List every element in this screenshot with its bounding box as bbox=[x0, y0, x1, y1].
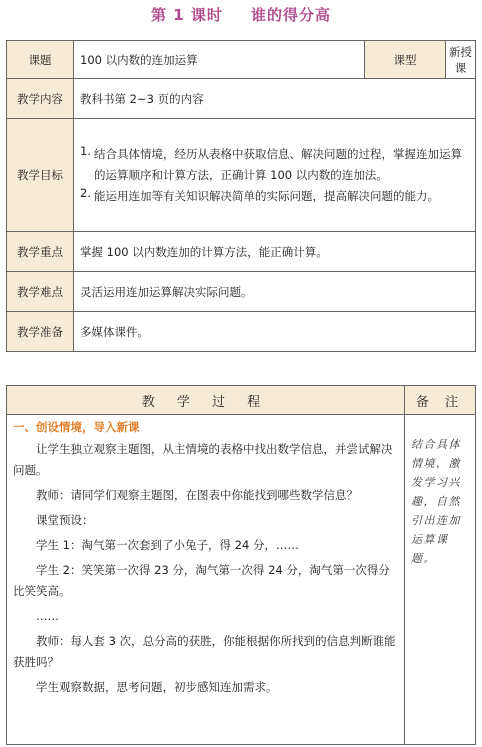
topic-row bbox=[7, 41, 476, 79]
content-label: 教学内容 bbox=[7, 79, 74, 119]
goal-number: 2. bbox=[80, 185, 91, 200]
section-heading: 一、创设情境，导入新课 bbox=[13, 420, 140, 434]
lesson-title: 谁的得分高 bbox=[250, 6, 331, 24]
goal-item bbox=[80, 144, 469, 186]
prep-label: 教学准备 bbox=[7, 312, 74, 352]
key-value: 掌握 100 以内数连加的计算方法，能正确计算。 bbox=[74, 232, 476, 272]
goals-row bbox=[7, 119, 476, 232]
notes-header: 备 注 bbox=[405, 386, 476, 415]
content-value: 教科书第 2~3 页的内容 bbox=[74, 79, 476, 119]
note-text: 结合具体情境，激发学习兴趣，自然引出连加运算课题。 bbox=[411, 438, 461, 565]
topic-label: 课题 bbox=[7, 41, 74, 79]
type-label: 课型 bbox=[365, 41, 446, 79]
notes-cell bbox=[405, 415, 476, 745]
prep-value: 多媒体课件。 bbox=[74, 312, 476, 352]
process-header: 教 学 过 程 bbox=[7, 386, 405, 415]
process-paragraph: 学生观察数据，思考问题，初步感知连加需求。 bbox=[36, 680, 278, 694]
process-header-row bbox=[7, 386, 476, 415]
content-row bbox=[7, 79, 476, 119]
goal-text: 能运用连加等有关知识解决简单的实际问题，提高解决问题的能力。 bbox=[94, 188, 439, 203]
teaching-process-table bbox=[6, 385, 476, 745]
prep-row bbox=[7, 312, 476, 352]
process-paragraph: 让学生独立观察主题图，从主情境的表格中找出数学信息，并尝试解决问题。 bbox=[13, 442, 393, 477]
process-paragraph: 教师：每人套 3 次，总分高的获胜，你能根据你所找到的信息判断谁能获胜吗？ bbox=[13, 634, 396, 669]
process-paragraph: 教师：请同学们观察主题图，在图表中你能找到哪些数学信息？ bbox=[36, 488, 358, 502]
difficult-row bbox=[7, 272, 476, 312]
goals-value bbox=[74, 119, 476, 232]
goal-text: 结合具体情境，经历从表格中获取信息、解决问题的过程，掌握连加运算的运算顺序和计算方法，正确计算 100 以内数的连加法。 bbox=[94, 146, 462, 182]
process-content bbox=[7, 415, 405, 745]
process-paragraph: …… bbox=[36, 609, 59, 623]
key-row bbox=[7, 232, 476, 272]
goal-item bbox=[80, 186, 469, 207]
goal-number: 1. bbox=[80, 143, 91, 158]
process-paragraph: 学生 2：笑笑第一次得 23 分，淘气第一次得 24 分，淘气第一次得分比笑笑高。 bbox=[13, 563, 390, 598]
topic-value: 100 以内数的连加运算 bbox=[74, 41, 365, 79]
difficult-value: 灵活运用连加运算解决实际问题。 bbox=[74, 272, 476, 312]
key-label: 教学重点 bbox=[7, 232, 74, 272]
lesson-number: 第 1 课时 bbox=[151, 6, 223, 24]
page-title bbox=[0, 4, 482, 25]
lesson-info-table bbox=[6, 40, 476, 352]
difficult-label: 教学难点 bbox=[7, 272, 74, 312]
process-paragraph: 学生 1：淘气第一次套到了小兔子，得 24 分，…… bbox=[36, 538, 299, 552]
type-value: 新授课 bbox=[446, 41, 476, 79]
process-paragraph: 课堂预设： bbox=[36, 513, 94, 527]
process-body-row bbox=[7, 415, 476, 745]
goals-label: 教学目标 bbox=[7, 119, 74, 232]
